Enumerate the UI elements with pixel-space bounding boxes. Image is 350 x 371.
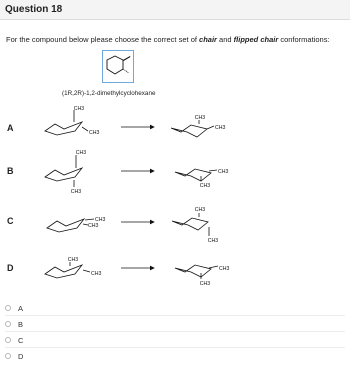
row-letter-d: D (7, 263, 14, 273)
radio-d[interactable] (5, 353, 11, 359)
row-d-chair-ch3-side: CH3 (91, 271, 102, 277)
radio-a[interactable] (5, 305, 11, 311)
row-a-flipped-ch3-top: CH3 (194, 115, 206, 121)
row-b-chair-ch3-top: CH3 (75, 150, 87, 156)
prompt-text-end: conformations: (278, 35, 330, 44)
answer-choices (5, 300, 345, 364)
row-c-flipped-ch3-top: CH3 (194, 207, 206, 213)
choice-a[interactable] (5, 300, 345, 316)
choice-d-label: D (18, 351, 24, 361)
row-d-flipped-ch3-side: CH3 (219, 266, 230, 272)
radio-b[interactable] (5, 321, 11, 327)
row-c-chair-ch3-upper: CH3 (95, 217, 106, 223)
row-b-flipped-ch3-bottom: CH3 (199, 183, 211, 189)
prompt-text-start: For the compound below please choose the correct set of (6, 35, 200, 44)
row-a-flipped-ch3-side: CH3 (215, 125, 226, 131)
row-d-flipped-ch3-bottom: CH3 (199, 281, 211, 287)
row-b-flipped-ch3-side: CH3 (218, 169, 229, 175)
choice-c-label: C (18, 335, 24, 345)
compound-name: (1R,2R)-1,2-dimethylcyclohexane (62, 90, 156, 97)
choice-c[interactable] (5, 332, 345, 348)
row-c-conformations (47, 207, 218, 244)
row-letter-b: B (7, 166, 14, 176)
question-title: Question 18 (5, 4, 63, 15)
row-a-conformations (45, 106, 225, 137)
row-d-chair-ch3-top: CH3 (67, 257, 79, 263)
row-c-chair-ch3-lower: CH3 (88, 223, 99, 229)
radio-c[interactable] (5, 337, 11, 343)
row-a-chair-ch3-side: CH3 (89, 130, 100, 136)
row-a-chair-ch3-top: CH3 (73, 106, 85, 112)
row-b-conformations (45, 150, 228, 195)
choice-a-label: A (18, 303, 24, 313)
choice-b-label: B (18, 319, 24, 329)
prompt-chair-term: chair (199, 35, 217, 44)
row-c-flipped-ch3-bottom: CH3 (207, 238, 219, 244)
row-letter-a: A (7, 123, 14, 133)
prompt-flipped-term: flipped chair (233, 35, 279, 44)
row-b-chair-ch3-bottom: CH3 (70, 189, 82, 195)
prompt-text-middle: and (216, 35, 234, 44)
row-d-conformations (45, 257, 229, 287)
row-letter-c: C (7, 216, 14, 226)
choice-b[interactable] (5, 316, 345, 332)
choice-d[interactable] (5, 348, 345, 364)
